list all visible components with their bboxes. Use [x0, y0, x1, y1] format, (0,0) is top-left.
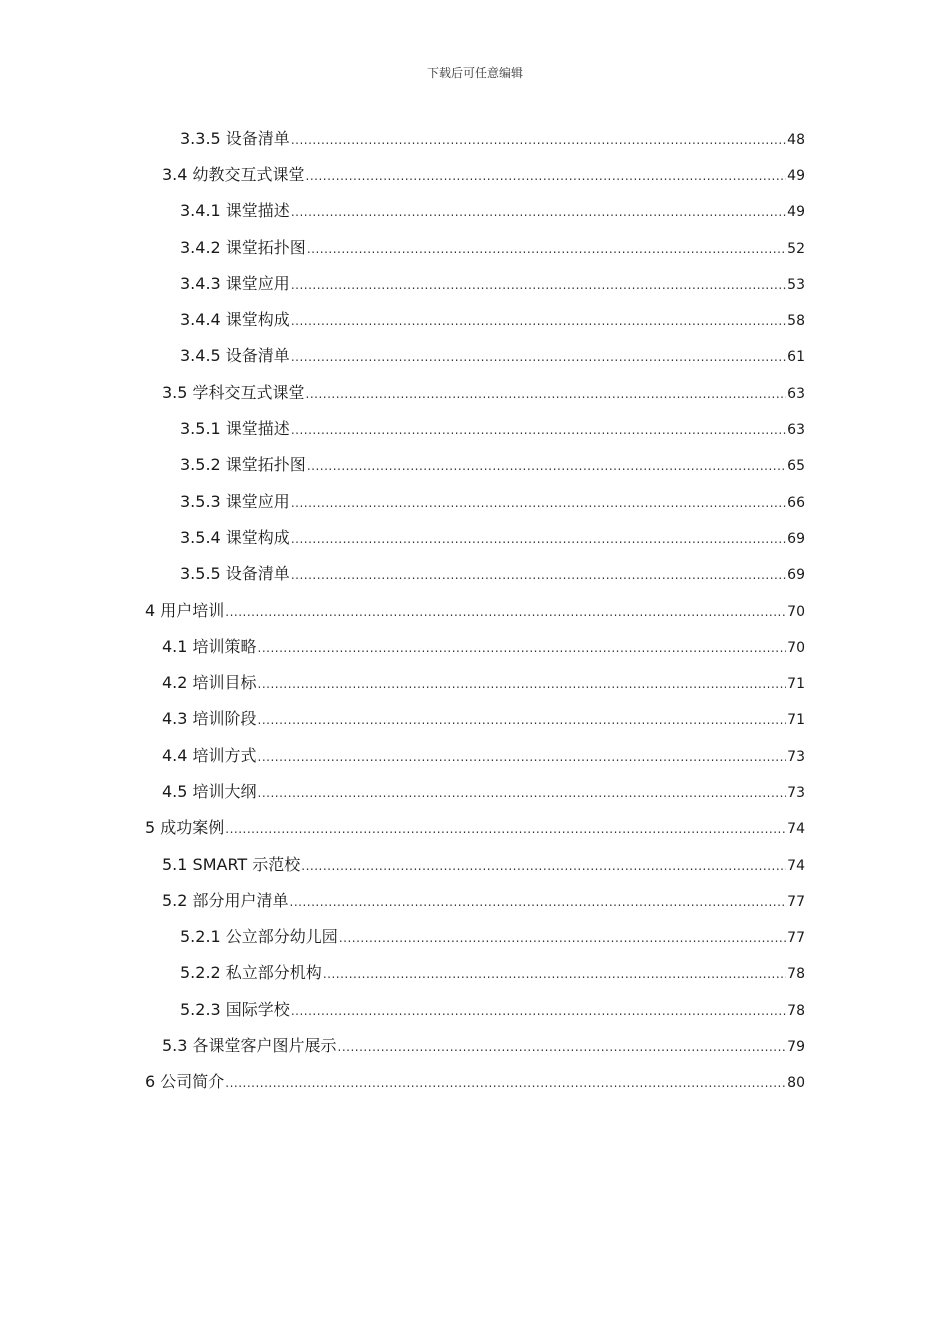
toc-leader-dots: [339, 931, 786, 945]
toc-entry-label: 4.1 培训策略: [162, 636, 257, 656]
toc-entry-label: 4.2 培训目标: [162, 673, 257, 693]
toc-leader-dots: [258, 641, 787, 655]
toc-leader-dots: [258, 750, 787, 764]
toc-entry-line: [162, 1033, 805, 1056]
toc-entry-page-number: 53: [787, 276, 805, 293]
table-of-contents: [0, 119, 950, 1099]
toc-entry[interactable]: [0, 772, 950, 808]
toc-entry[interactable]: [0, 300, 950, 336]
toc-leader-dots: [307, 459, 786, 473]
toc-entry-line: [162, 779, 805, 802]
toc-entry[interactable]: [0, 663, 950, 699]
toc-entry[interactable]: [0, 881, 950, 917]
toc-entry-label: 5.3 各课堂客户图片展示: [162, 1036, 337, 1056]
toc-entry[interactable]: [0, 119, 950, 155]
toc-entry[interactable]: [0, 954, 950, 990]
toc-entry[interactable]: [0, 1063, 950, 1099]
toc-entry-line: [162, 852, 805, 875]
toc-leader-dots: [225, 822, 786, 836]
toc-leader-dots: [258, 786, 787, 800]
toc-entry-page-number: 73: [787, 748, 805, 765]
toc-entry-line: [145, 598, 805, 621]
toc-entry-line: [180, 924, 805, 947]
toc-entry[interactable]: [0, 809, 950, 845]
toc-entry-label: 3.5.3 课堂应用: [180, 491, 290, 511]
toc-entry-page-number: 70: [787, 639, 805, 656]
toc-leader-dots: [258, 677, 787, 691]
toc-entry[interactable]: [0, 845, 950, 881]
toc-entry-page-number: 52: [787, 240, 805, 257]
toc-entry[interactable]: [0, 591, 950, 627]
toc-entry-label: 5.2.3 国际学校: [180, 999, 290, 1019]
toc-entry-page-number: 79: [787, 1039, 805, 1056]
toc-leader-dots: [306, 169, 787, 183]
toc-entry-page-number: 61: [787, 349, 805, 366]
toc-entry-label: 3.5 学科交互式课堂: [162, 382, 305, 402]
toc-entry[interactable]: [0, 409, 950, 445]
toc-entry[interactable]: [0, 627, 950, 663]
toc-entry[interactable]: [0, 337, 950, 373]
toc-entry-label: 3.5.1 课堂描述: [180, 419, 290, 439]
toc-entry-page-number: 66: [787, 494, 805, 511]
toc-leader-dots: [291, 350, 786, 364]
toc-entry-page-number: 77: [787, 930, 805, 947]
toc-entry-page-number: 58: [787, 313, 805, 330]
toc-entry-line: [180, 307, 805, 330]
toc-leader-dots: [225, 1076, 786, 1090]
toc-entry[interactable]: [0, 155, 950, 191]
toc-leader-dots: [291, 532, 786, 546]
toc-entry[interactable]: [0, 918, 950, 954]
toc-entry[interactable]: [0, 264, 950, 300]
toc-entry-page-number: 78: [787, 1002, 805, 1019]
toc-entry-label: 3.4.5 设备清单: [180, 346, 290, 366]
toc-leader-dots: [290, 895, 787, 909]
toc-leader-dots: [323, 967, 786, 981]
toc-entry-line: [180, 198, 805, 221]
toc-entry-line: [180, 525, 805, 548]
toc-entry-line: [162, 634, 805, 657]
toc-entry[interactable]: [0, 1026, 950, 1062]
toc-entry-label: 6 公司简介: [145, 1072, 225, 1092]
toc-entry-label: 3.5.4 课堂构成: [180, 527, 290, 547]
toc-leader-dots: [291, 278, 786, 292]
toc-entry-line: [162, 888, 805, 911]
toc-entry-label: 4.3 培训阶段: [162, 709, 257, 729]
toc-entry-line: [180, 997, 805, 1020]
toc-entry-line: [162, 670, 805, 693]
toc-leader-dots: [338, 1040, 787, 1054]
toc-entry-line: [162, 743, 805, 766]
toc-entry-label: 3.4.2 课堂拓扑图: [180, 237, 306, 257]
toc-entry-line: [145, 1069, 805, 1092]
toc-entry-label: 5.2.1 公立部分幼儿园: [180, 927, 338, 947]
toc-leader-dots: [291, 423, 786, 437]
toc-entry-label: 3.4.4 课堂构成: [180, 310, 290, 330]
toc-entry-label: 3.4.1 课堂描述: [180, 201, 290, 221]
toc-entry-label: 5.1 SMART 示范校: [162, 854, 301, 874]
toc-entry-page-number: 78: [787, 966, 805, 983]
toc-entry[interactable]: [0, 192, 950, 228]
toc-entry-label: 5.2.2 私立部分机构: [180, 963, 322, 983]
toc-entry-page-number: 48: [787, 131, 805, 148]
toc-leader-dots: [307, 242, 786, 256]
toc-entry-line: [145, 815, 805, 838]
toc-entry-line: [180, 561, 805, 584]
toc-entry-label: 3.5.5 设备清单: [180, 564, 290, 584]
toc-entry-label: 3.3.5 设备清单: [180, 128, 290, 148]
toc-entry-page-number: 73: [787, 784, 805, 801]
toc-entry-page-number: 63: [787, 385, 805, 402]
toc-entry-page-number: 80: [787, 1075, 805, 1092]
page-header: 下载后可任意编辑: [426, 66, 523, 80]
toc-entry-label: 4.4 培训方式: [162, 745, 257, 765]
toc-entry-page-number: 70: [787, 603, 805, 620]
toc-entry[interactable]: [0, 518, 950, 554]
toc-entry-label: 3.4 幼教交互式课堂: [162, 164, 305, 184]
toc-leader-dots: [291, 568, 786, 582]
toc-entry-label: 3.4.3 课堂应用: [180, 273, 290, 293]
toc-entry-line: [180, 452, 805, 475]
toc-entry-label: 3.5.2 课堂拓扑图: [180, 455, 306, 475]
toc-entry[interactable]: [0, 228, 950, 264]
toc-leader-dots: [291, 496, 786, 510]
toc-entry[interactable]: [0, 446, 950, 482]
toc-leader-dots: [301, 859, 786, 873]
toc-entry-page-number: 49: [787, 204, 805, 221]
toc-entry-page-number: 69: [787, 567, 805, 584]
toc-entry-line: [180, 416, 805, 439]
toc-entry[interactable]: [0, 373, 950, 409]
toc-leader-dots: [291, 1004, 786, 1018]
toc-entry-page-number: 49: [787, 167, 805, 184]
toc-entry-label: 5 成功案例: [145, 818, 225, 838]
toc-leader-dots: [291, 205, 786, 219]
toc-entry-page-number: 71: [787, 712, 805, 729]
toc-entry-page-number: 77: [787, 893, 805, 910]
toc-entry[interactable]: [0, 990, 950, 1026]
toc-leader-dots: [258, 713, 787, 727]
toc-entry-label: 4 用户培训: [145, 600, 225, 620]
toc-leader-dots: [306, 387, 787, 401]
toc-entry-page-number: 63: [787, 422, 805, 439]
toc-entry-label: 4.5 培训大纲: [162, 781, 257, 801]
toc-entry-line: [180, 489, 805, 512]
toc-entry-label: 5.2 部分用户清单: [162, 890, 289, 910]
toc-entry-line: [180, 235, 805, 258]
toc-entry-line: [180, 343, 805, 366]
toc-entry-page-number: 74: [787, 857, 805, 874]
toc-entry-line: [162, 380, 805, 403]
toc-entry-line: [180, 960, 805, 983]
toc-entry[interactable]: [0, 700, 950, 736]
toc-entry-page-number: 65: [787, 458, 805, 475]
toc-leader-dots: [291, 314, 786, 328]
toc-entry-page-number: 71: [787, 676, 805, 693]
toc-entry-line: [162, 162, 805, 185]
toc-leader-dots: [225, 605, 786, 619]
toc-entry-page-number: 69: [787, 530, 805, 547]
toc-entry-page-number: 74: [787, 821, 805, 838]
toc-entry-line: [180, 271, 805, 294]
toc-entry[interactable]: [0, 555, 950, 591]
toc-entry[interactable]: [0, 736, 950, 772]
toc-entry-line: [162, 706, 805, 729]
toc-entry[interactable]: [0, 482, 950, 518]
toc-entry-line: [180, 126, 805, 149]
toc-leader-dots: [291, 133, 786, 147]
